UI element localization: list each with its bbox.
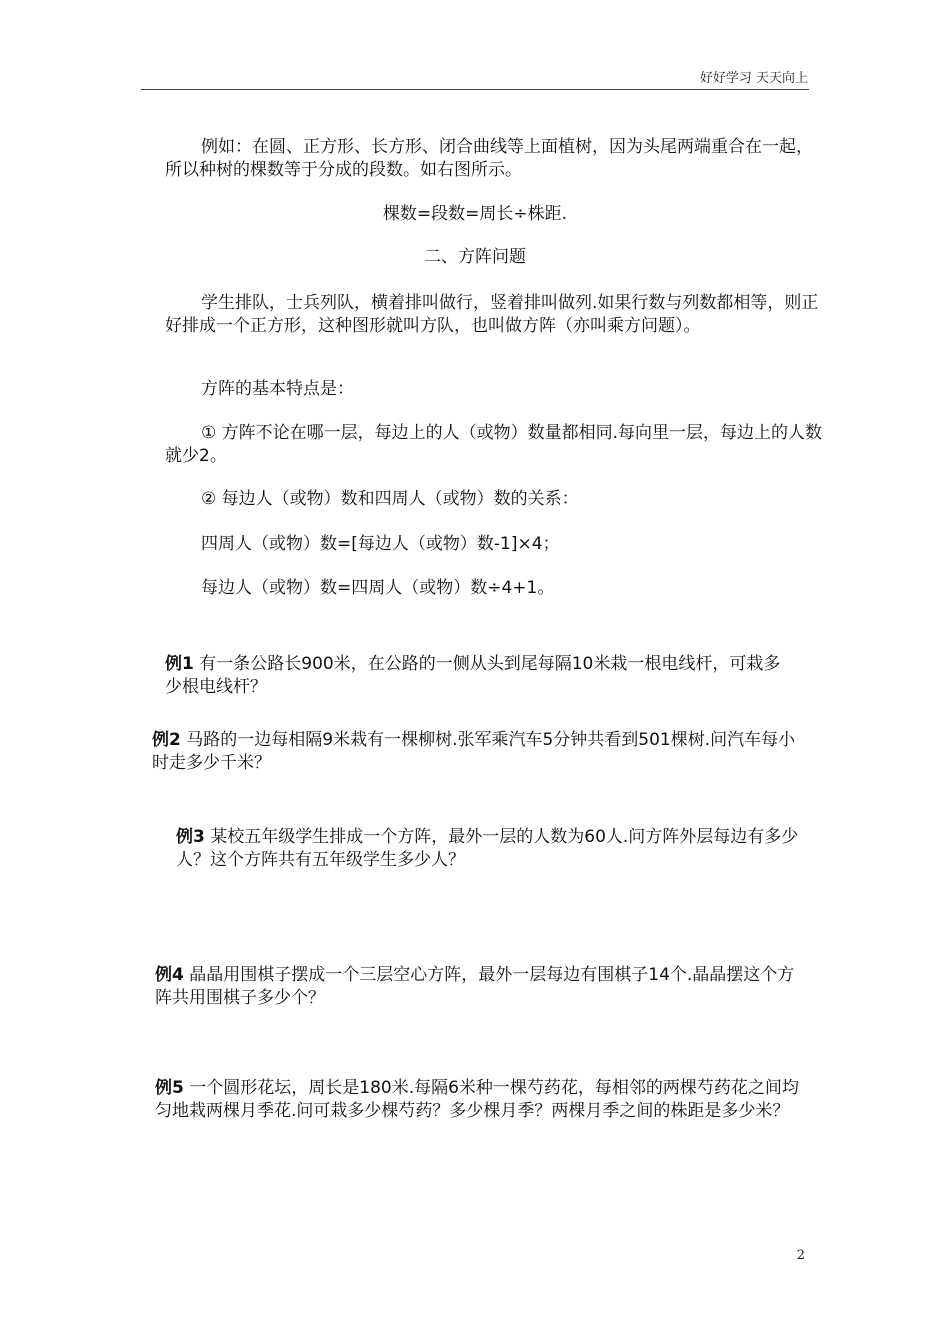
features-title: 方阵的基本特点是： — [201, 379, 354, 399]
tree-intro-paragraph: 例如：在圆、正方形、长方形、闭合曲线等上面植树，因为头尾两端重合在一起，所以种树的棵数等于分成的段数。如右图所示。 — [165, 137, 813, 180]
example-text: 马路的一边每相隔9米栽有一棵柳树.张军乘汽车5分钟共看到501棵树.问汽车每小时走多少千米？ — [152, 730, 796, 773]
example-label: 例4 — [155, 965, 184, 985]
example-3 — [176, 826, 806, 872]
example-2 — [152, 729, 807, 775]
example-label: 例3 — [176, 827, 205, 847]
header-rule — [141, 89, 809, 90]
definition-paragraph: 学生排队，士兵列队，横着排叫做行，竖着排叫做列.如果行数与列数都相等，则正好排成一个正方形，这种图形就叫方队，也叫做方阵（亦叫乘方问题）。 — [165, 293, 819, 336]
example-label: 例1 — [165, 654, 194, 674]
example-1 — [165, 653, 795, 699]
page-number: 2 — [796, 1248, 805, 1263]
header-motto: 好好学习 天天向上 — [699, 71, 808, 86]
feature-2: ② 每边人（或物）数和四周人（或物）数的关系： — [201, 489, 579, 509]
formula-perimeter: 四周人（或物）数=[每边人（或物）数-1]×4； — [201, 534, 560, 554]
section-title: 二、方阵问题 — [424, 247, 526, 267]
tree-formula: 棵数=段数=周长÷株距. — [382, 204, 568, 224]
example-text: 晶晶用围棋子摆成一个三层空心方阵，最外一层每边有围棋子14个.晶晶摆这个方阵共用围棋子多少个？ — [155, 965, 795, 1008]
feature-1: ① 方阵不论在哪一层，每边上的人（或物）数量都相同.每向里一层，每边上的人数就少2。 — [165, 423, 823, 466]
example-text: 有一条公路长900米，在公路的一侧从头到尾每隔10米栽一根电线杆，可栽多少根电线杆？ — [165, 654, 781, 697]
example-label: 例5 — [155, 1078, 184, 1098]
example-label: 例2 — [152, 730, 181, 750]
formula-side: 每边人（或物）数=四周人（或物）数÷4+1。 — [201, 578, 555, 598]
example-text: 某校五年级学生排成一个方阵，最外一层的人数为60人.问方阵外层每边有多少人？这个方阵共有五年级学生多少人？ — [176, 827, 799, 870]
example-4 — [155, 964, 805, 1010]
example-text: 一个圆形花坛，周长是180米.每隔6米种一棵芍药花，每相邻的两棵芍药花之间均匀地栽两棵月季花.问可栽多少棵芍药？多少棵月季？两棵月季之间的株距是多少米？ — [155, 1078, 799, 1121]
example-5 — [155, 1077, 805, 1123]
